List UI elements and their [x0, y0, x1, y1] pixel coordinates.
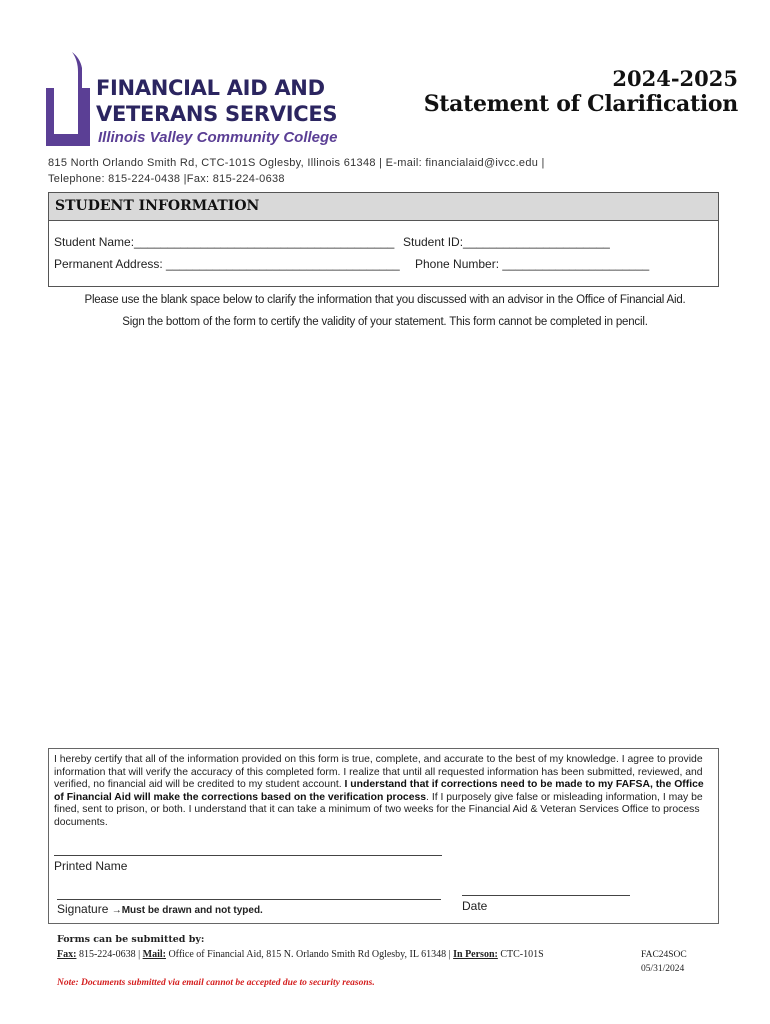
certification-text: [54, 754, 704, 829]
ivcc-logo: [44, 50, 344, 150]
mail-value: Office of Financial Aid, 815 N. Orlando Smith Rd Oglesby, IL 61348 |: [165, 949, 454, 960]
submission-methods: [57, 949, 544, 960]
form-code-block: [641, 948, 687, 976]
signature-line[interactable]: [57, 899, 441, 900]
permanent-address-field[interactable]: [54, 257, 400, 271]
printed-name-line[interactable]: [54, 855, 442, 856]
phone-number-field[interactable]: [415, 257, 649, 271]
cert-text-bold: I understand that if corrections need to be made to my FAFSA, the Office of Financial Aid will make the corrections based on the verification process: [54, 779, 704, 803]
signature-label-group: [57, 902, 263, 916]
student-name-label: Student Name:_______________________________________: [54, 235, 395, 249]
phone-number-label: Phone Number: ______________________: [415, 257, 650, 271]
clarification-area[interactable]: [48, 338, 719, 738]
instructions-line1: Please use the blank space below to clarify the information that you discussed with an advisor in the Office of Financial Aid.: [84, 294, 686, 306]
student-name-field[interactable]: [54, 235, 394, 249]
signature-note: →Must be drawn and not typed.: [111, 905, 263, 916]
student-info-section: [48, 192, 719, 287]
in-person-value: CTC-101S: [497, 949, 544, 960]
form-revision-date: 05/31/2024: [641, 964, 685, 974]
cert-text-part1: I hereby certify that all of the information provided on this form is true, complete, and accurate to the best of my knowledge. I agree to provide information that will verify the accuracy of this completed form. I realize that until all requested information has been submitted, reviewed, and verified, no financial aid will be credited to my student account.: [54, 754, 703, 790]
contact-info: [48, 155, 545, 187]
logo-college-name: Illinois Valley Community College: [98, 129, 338, 146]
logo-line2: VETERANS SERVICES: [96, 102, 338, 126]
instructions-line2: Sign the bottom of the form to certify the validity of your statement. This form cannot be completed in pencil.: [122, 316, 648, 328]
student-id-field[interactable]: [403, 235, 610, 249]
permanent-address-label: Permanent Address: ___________________________________: [54, 257, 400, 271]
ivcc-emblem-icon: [44, 50, 94, 146]
logo-line1: FINANCIAL AID AND: [96, 76, 325, 100]
contact-line1: 815 North Orlando Smith Rd, CTC-101S Oglesby, Illinois 61348 | E-mail: financialaid@ivcc.edu |: [48, 157, 545, 169]
form-title: Statement of Clarification: [423, 91, 738, 117]
certification-section: [48, 748, 719, 924]
security-note: Note: Documents submitted via email cannot be accepted due to security reasons.: [57, 978, 375, 988]
student-id-label: Student ID:______________________: [403, 235, 610, 249]
mail-label: Mail:: [142, 949, 166, 960]
date-label: Date: [462, 899, 488, 913]
submission-heading: Forms can be submitted by:: [57, 934, 205, 945]
academic-year: 2024-2025: [612, 66, 738, 91]
fax-value: 815-224-0638 |: [76, 949, 143, 960]
printed-name-label: Printed Name: [54, 859, 128, 873]
in-person-label: In Person:: [453, 949, 498, 960]
cert-text-part2: . If I purposely give false or misleading information, I may be fined, sent to prison, or both. I understand that it can take a minimum of two weeks for the Financial Aid & Veteran Services Office to process documents.: [54, 791, 703, 828]
student-info-heading: STUDENT INFORMATION: [49, 193, 718, 221]
contact-line2: Telephone: 815-224-0438 |Fax: 815-224-0638: [48, 173, 285, 185]
title-block: [424, 66, 738, 117]
date-line[interactable]: [462, 895, 630, 896]
fax-label: Fax:: [57, 949, 77, 960]
signature-label: Signature: [57, 902, 109, 916]
form-code: FAC24SOC: [641, 950, 687, 960]
